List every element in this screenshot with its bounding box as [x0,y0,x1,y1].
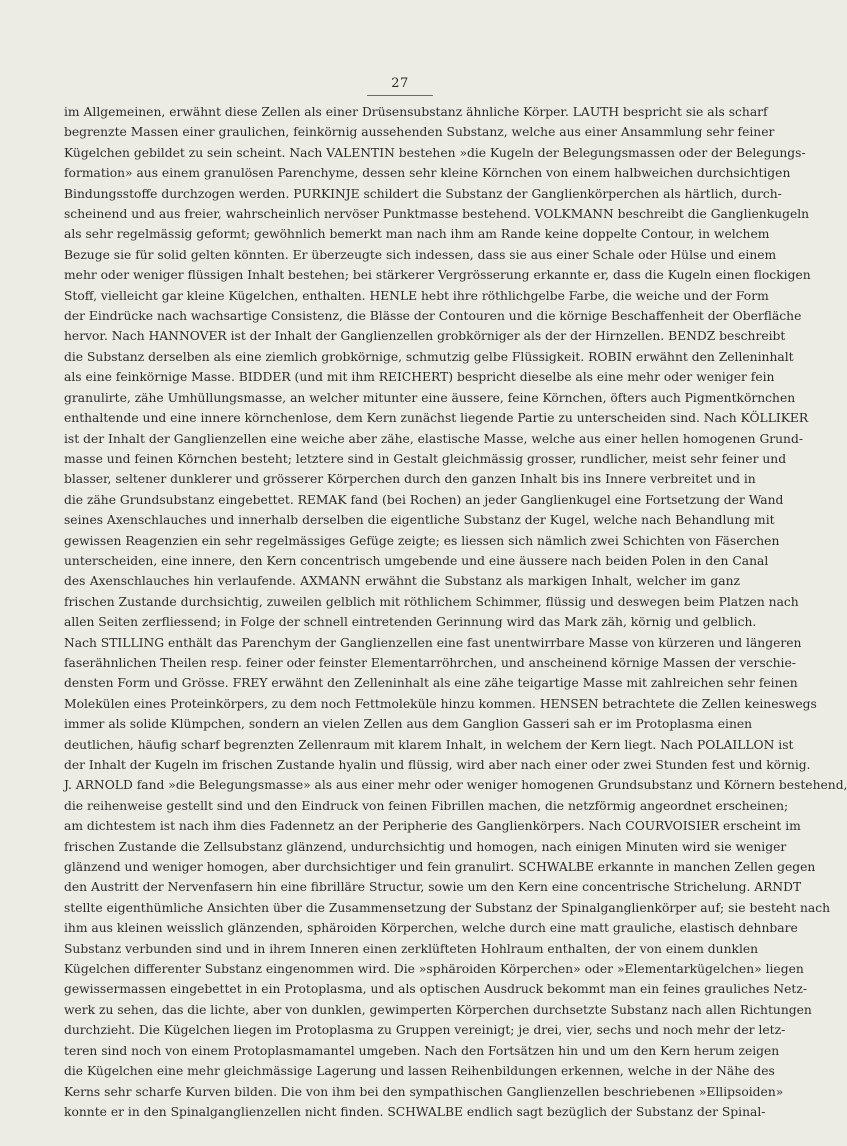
page-number-rule [367,95,433,96]
text-line: blasser, seltener dunklerer und grösserer Körperchen durch den ganzen Inhalt bis ins Innere verbreitet und in [64,472,756,487]
text-line: hervor. Nach HANNOVER ist der Inhalt der Ganglienzellen grobkörniger als der der Hirnzellen. BENDZ beschreibt [64,329,786,344]
text-line: am dichtestem ist nach ihm dies Fadennetz an der Peripherie des Ganglienkörpers. Nach COURVOISIER erscheint im [64,819,801,834]
text-line: begrenzte Massen einer graulichen, feinkörnig aussehenden Substanz, welche aus einer Ansammlung sehr feiner [64,125,775,140]
text-line: frischen Zustande die Zellsubstanz glänzend, undurchsichtig und homogen, nach einigen Minuten wird sie weniger [64,839,787,854]
text-line: enthaltende und eine innere körnchenlose, dem Kern zunächst liegende Partie zu unterscheiden sind. Nach KÖLLIKER [64,411,809,426]
text-line: Nach STILLING enthält das Parenchym der Ganglienzellen eine fast unentwirrbare Masse von kürzeren und längeren [64,635,802,650]
text-line: masse und feinen Körnchen besteht; letztere sind in Gestalt gleichmässig grosser, rundlicher, meist sehr feiner und [64,451,787,466]
text-line: Kügelchen gebildet zu sein scheint. Nach VALENTIN bestehen »die Kugeln der Belegungsmassen oder der Belegungs- [64,145,806,160]
text-line: allen Seiten zerfliessend; in Folge der schnell eintretenden Gerinnung wird das Mark zäh, körnig und gelblich. [64,615,757,630]
text-line: als eine feinkörnige Masse. BIDDER (und mit ihm REICHERT) bespricht dieselbe als eine mehr oder weniger fein [64,370,775,385]
text-line: Molekülen eines Proteinkörpers, zu dem noch Fettmoleküle hinzu kommen. HENSEN betrachtete die Zellen keineswegs [64,696,817,711]
text-line: des Axenschlauches hin verlaufende. AXMANN erwähnt die Substanz als markigen Inhalt, welcher im ganz [64,574,740,589]
text-line: werk zu sehen, das die lichte, aber von dunklen, gewimperten Körperchen durchsetzte Substanz nach allen Richtungen [64,1002,812,1017]
text-line: Kerns sehr scharfe Kurven bilden. Die von ihm bei den sympathischen Ganglienzellen beschriebenen »Ellipsoiden» [64,1084,784,1099]
text-line: frischen Zustande durchsichtig, zuweilen gelblich mit röthlichem Schimmer, flüssig und deswegen beim Platzen nach [64,594,799,609]
text-line: stellte eigenthümliche Ansichten über die Zusammensetzung der Substanz der Spinalganglienkörper auf; sie besteht nach [64,900,831,915]
text-line: gewissen Reagenzien ein sehr regelmässiges Gefüge zeigte; es liessen sich nämlich zwei Schichten von Fäserchen [64,533,780,548]
text-line: deutlichen, häufig scharf begrenzten Zellenraum mit klarem Inhalt, in welchem der Kern liegt. Nach POLAILLON ist [64,737,794,752]
text-line: teren sind noch von einem Protoplasmamantel umgeben. Nach den Fortsätzen hin und um den Kern herum zeigen [64,1043,780,1058]
text-line: den Austritt der Nervenfasern hin eine fibrilläre Structur, sowie um den Kern eine concentrische Strichelung. ARNDT [64,880,802,895]
text-line: die Kügelchen eine mehr gleichmässige Lagerung und lassen Reihenbildungen erkennen, welche in der Nähe des [64,1064,775,1079]
text-line: die zähe Grundsubstanz eingebettet. REMAK fand (bei Rochen) an jeder Ganglienkugel eine Fortsetzung der Wand [64,492,784,507]
text-line: die Substanz derselben als eine ziemlich grobkörnige, schmutzig gelbe Flüssigkeit. ROBIN erwähnt den Zelleninhalt [64,349,794,364]
text-line: glänzend und weniger homogen, aber durchsichtiger und fein granulirt. SCHWALBE erkannte in manchen Zellen gegen [64,860,816,875]
text-line: scheinend und aus freier, wahrscheinlich nervöser Punktmasse bestehend. VOLKMANN beschreibt die Ganglienkugeln [64,207,810,222]
text-line: Bindungsstoffe durchzogen werden. PURKINJE schildert die Substanz der Ganglienkörperchen als härtlich, durch- [64,186,782,201]
text-line: als sehr regelmässig geformt; gewöhnlich bemerkt man nach ihm am Rande keine doppelte Contour, in welchem [64,227,770,242]
text-line: Kügelchen differenter Substanz eingenommen wird. Die »sphäroiden Körperchen» oder »Elementarkügelchen» liegen [64,962,804,977]
text-line: seines Axenschlauches und innerhalb derselben die eigentliche Substanz der Kugel, welche nach Behandlung mit [64,513,775,528]
text-line: unterscheiden, eine innere, den Kern concentrisch umgebende und eine äussere nach beiden Polen in den Canal [64,553,769,568]
text-line: die reihenweise gestellt sind und den Eindruck von feinen Fibrillen machen, die netzförmig angeordnet erscheinen; [64,798,789,813]
body-text [64,102,847,1122]
text-line: ihm aus kleinen weisslich glänzenden, sphäroiden Körperchen, welche durch eine matt grauliche, elastisch dehnbare [64,921,798,936]
text-line: im Allgemeinen, erwähnt diese Zellen als einer Drüsensubstanz ähnliche Körper. LAUTH bespricht sie als scharf [64,105,768,119]
text-line: J. ARNOLD fand »die Belegungsmasse» als aus einer mehr oder weniger homogenen Grundsubstanz und Körnern bestehend, [64,778,847,793]
text-line: gewissermassen eingebettet in ein Protoplasma, und als optischen Ausdruck bekommt man ein feines grauliches Netz- [64,982,807,997]
text-line: ist der Inhalt der Ganglienzellen eine weiche aber zähe, elastische Masse, welche aus einer hellen homogenen Grund- [64,431,804,446]
text-line: Bezuge sie für solid gelten könnten. Er überzeugte sich indessen, dass sie aus einer Schale oder Hülse und einem [64,247,777,262]
text-line: der Inhalt der Kugeln im frischen Zustande hyalin und flüssig, wird aber nach einer oder zwei Stunden fest und körnig. [64,758,811,772]
text-line: Substanz verbunden sind und in ihrem Inneren einen zerklüfteten Hohlraum enthalten, der von einem dunklen [64,941,759,956]
text-line: durchzieht. Die Kügelchen liegen im Protoplasma zu Gruppen vereinigt; je drei, vier, sechs und noch mehr der letz- [64,1023,786,1038]
page-number: 27 [391,76,409,91]
text-line: densten Form und Grösse. FREY erwähnt den Zelleninhalt als eine zähe teigartige Masse mit zahlreichen sehr feinen [64,676,798,691]
text-line: der Eindrücke nach wachsartige Consistenz, die Blässe der Contouren und die körnige Beschaffenheit der Oberfläche [64,309,802,324]
text-line: formation» aus einem granulösen Parenchyme, dessen sehr kleine Körnchen von einem halbweichen durchsichtigen [64,166,791,181]
text-line: granulirte, zähe Umhüllungsmasse, an welcher mitunter eine äussere, feine Körnchen, öfters auch Pigmentkörnchen [64,390,796,405]
text-line: mehr oder weniger flüssigen Inhalt bestehen; bei stärkerer Vergrösserung erkannte er, dass die Kugeln einen flockigen [64,268,811,283]
text-line: immer als solide Klümpchen, sondern an vielen Zellen aus dem Ganglion Gasseri sah er im Protoplasma einen [64,717,753,732]
text-line: Stoff, vielleicht gar kleine Kügelchen, enthalten. HENLE hebt ihre röthlichgelbe Farbe, die weiche und der Form [64,288,769,303]
text-line: konnte er in den Spinalganglienzellen nicht finden. SCHWALBE endlich sagt bezüglich der Substanz der Spinal- [64,1104,766,1119]
text-line: faserähnlichen Theilen resp. feiner oder feinster Elementarröhrchen, und anscheinend körnige Massen der verschie- [64,655,796,670]
